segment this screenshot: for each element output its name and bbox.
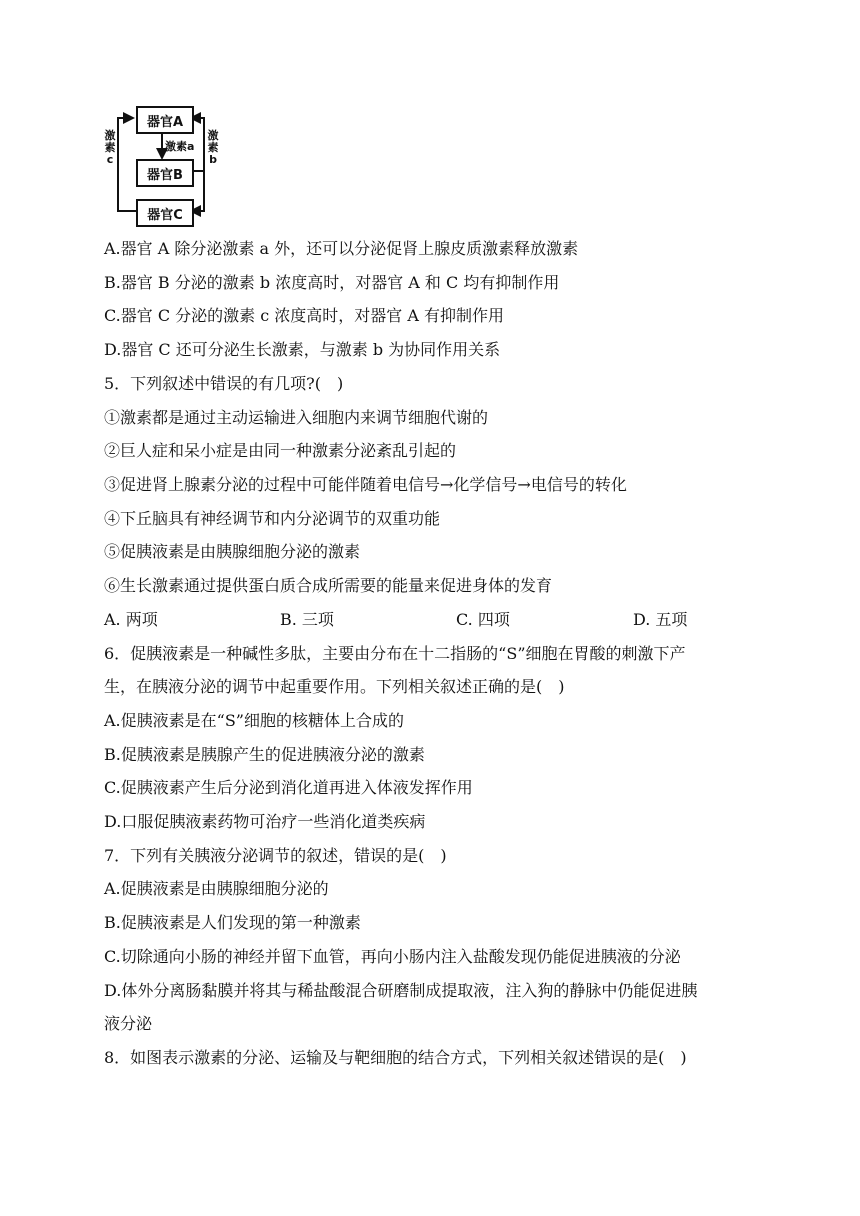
q5-option-c: C. 四项: [456, 610, 510, 629]
q4-option-d: D.器官 C 还可分泌生长激素，与激素 b 为协同作用关系: [104, 340, 501, 359]
q5-item: ⑤促胰液素是由胰腺细胞分泌的激素: [104, 542, 361, 561]
q5-item: ②巨人症和呆小症是由同一种激素分泌紊乱引起的: [104, 441, 457, 460]
q4-option-b: B.器官 B 分泌的激素 b 浓度高时，对器官 A 和 C 均有抑制作用: [104, 273, 560, 292]
q6-option-c: C.促胰液素产生后分泌到消化道再进入体液发挥作用: [104, 778, 473, 797]
q5-option-a: A. 两项: [104, 610, 158, 629]
organ-b-label: 器官B: [147, 167, 183, 183]
q5-item: ④下丘脑具有神经调节和内分泌调节的双重功能: [104, 509, 441, 528]
q6-option-a: A.促胰液素是在“S”细胞的核糖体上合成的: [104, 711, 404, 730]
q6-option-b: B.促胰液素是胰腺产生的促进胰液分泌的激素: [104, 745, 425, 764]
q5-item: ①激素都是通过主动运输进入细胞内来调节细胞代谢的: [104, 408, 489, 427]
q5-option-b: B. 三项: [280, 610, 334, 629]
q6-option-d: D.口服促胰液素药物可治疗一些消化道类疾病: [104, 812, 426, 831]
q7-option-b: B.促胰液素是人们发现的第一种激素: [104, 913, 361, 932]
q6-stem-line-2: 生，在胰液分泌的调节中起重要作用。下列相关叙述正确的是( ): [104, 677, 565, 696]
q6-stem-line-1: 6．促胰液素是一种碱性多肽，主要由分布在十二指肠的“S”细胞在胃酸的刺激下产: [104, 644, 686, 663]
q5-option-d: D. 五项: [633, 610, 688, 629]
q5-item: ⑥生长激素通过提供蛋白质合成所需要的能量来促进身体的发育: [104, 576, 553, 595]
q4-option-a: A.器官 A 除分泌激素 a 外，还可以分泌促肾上腺皮质激素释放激素: [104, 239, 579, 258]
organ-c-label: 器官C: [147, 207, 183, 223]
q8-stem: 8．如图表示激素的分泌、运输及与靶细胞的结合方式，下列相关叙述错误的是( ): [104, 1048, 687, 1067]
hormone-a-label: 激素a: [165, 140, 195, 153]
hormone-b-label: 激素b: [207, 129, 219, 166]
organ-a-box: [136, 106, 194, 134]
q7-option-c: C.切除通向小肠的神经并留下血管，再向小肠内注入盐酸发现仍能促进胰液的分泌: [104, 947, 681, 966]
q5-item: ③促进肾上腺素分泌的过程中可能伴随着电信号→化学信号→电信号的转化: [104, 475, 627, 494]
q5-stem: 5．下列叙述中错误的有几项?( ): [104, 374, 344, 393]
organ-b-box: [136, 159, 194, 187]
q7-option-a: A.促胰液素是由胰腺细胞分泌的: [104, 879, 329, 898]
organ-a-label: 器官A: [146, 114, 184, 130]
hormone-c-label: 激素c: [104, 129, 116, 166]
q7-option-d-line-1: D.体外分离肠黏膜并将其与稀盐酸混合研磨制成提取液，注入狗的静脉中仍能促进胰: [104, 981, 698, 1000]
q4-option-c: C.器官 C 分泌的激素 c 浓度高时，对器官 A 有抑制作用: [104, 306, 505, 325]
organ-hormone-diagram: [104, 100, 234, 230]
organ-c-box: [136, 199, 194, 227]
q7-option-d-line-2: 液分泌: [104, 1014, 153, 1033]
q7-stem: 7．下列有关胰液分泌调节的叙述，错误的是( ): [104, 846, 447, 865]
